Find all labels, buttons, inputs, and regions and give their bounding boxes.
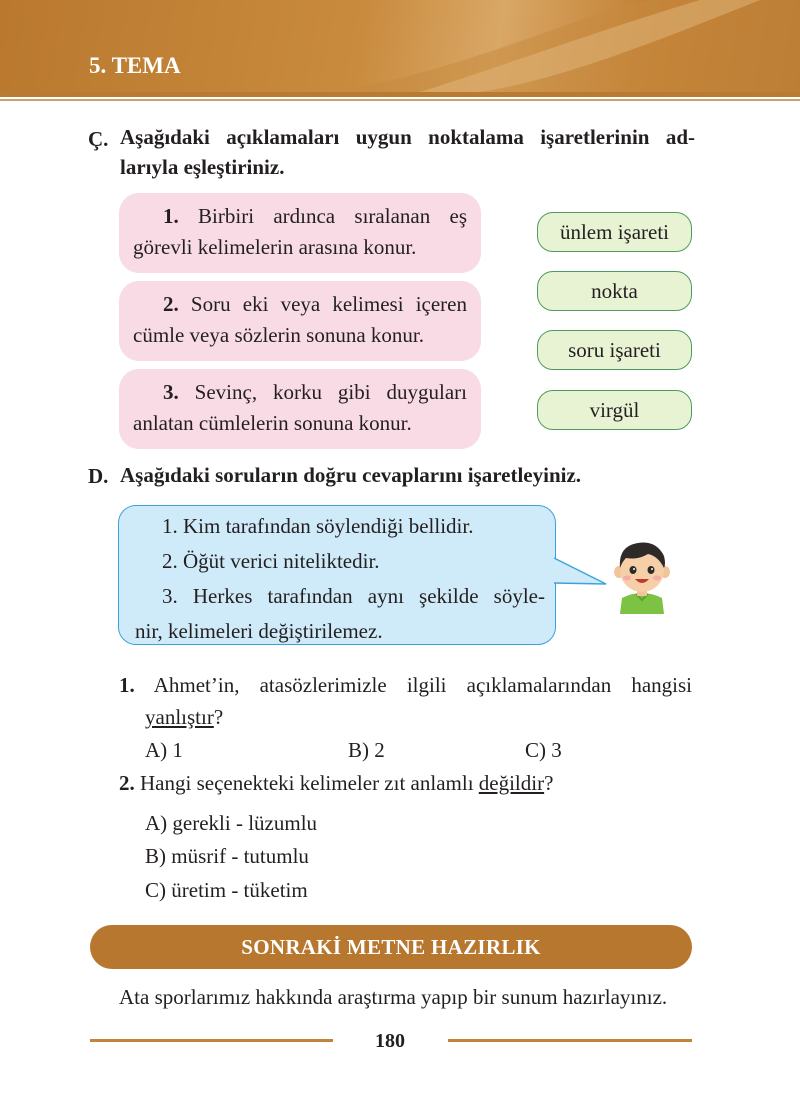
description-number: 3. [163, 380, 179, 404]
answer-choice[interactable]: A) gerekli - lüzumlu [145, 811, 318, 835]
page-number: 180 [375, 1030, 405, 1052]
bubble-line: 1. Kim tarafından söylendiği bellidir. [162, 514, 474, 538]
question-underlined-word: değildir [478, 771, 545, 795]
answer-choice[interactable]: C) üretim - tüketim [145, 878, 308, 902]
boy-illustration [612, 538, 672, 614]
section-c-instruction-line2: larıyla eşleştiriniz. [120, 155, 285, 179]
footer-line-left [90, 1039, 333, 1042]
question-mark: ? [213, 705, 224, 729]
description-number: 1. [163, 204, 179, 228]
option-box: soru işareti [537, 330, 692, 370]
section-c-instruction [120, 122, 695, 182]
bubble-line: nir, kelimeleri değiştirilemez. [135, 619, 383, 643]
question-2 [119, 771, 553, 796]
section-d-instruction: Aşağıdaki soruların doğru cevaplarını işaretleyiniz. [120, 463, 582, 487]
description-box-3 [119, 369, 481, 449]
next-text-instruction: Ata sporlarımız hakkında araştırma yapıp bir sunum hazırlayınız. [119, 985, 668, 1009]
header-stripe-thin [0, 99, 800, 101]
question-text: Hangi seçenekteki kelimeler zıt anlamlı [140, 771, 474, 795]
answer-choice[interactable]: B) müsrif - tutumlu [145, 844, 309, 868]
description-line: görevli kelimelerin arasına konur. [133, 235, 417, 259]
next-text-banner: SONRAKİ METNE HAZIRLIK [90, 925, 692, 969]
answer-choice[interactable]: B) 2 [348, 738, 385, 762]
answer-choice[interactable]: A) 1 [145, 738, 183, 762]
description-box-2 [119, 281, 481, 361]
description-line: cümle veya sözlerin sonuna konur. [133, 323, 425, 347]
question-number: 2. [119, 771, 135, 795]
question-1 [119, 669, 692, 733]
description-line: Birbiri ardınca sıralanan eş [198, 204, 468, 228]
bubble-line: 3. Herkes tarafından aynı şekilde söyle- [162, 584, 545, 608]
answer-choice[interactable]: C) 3 [525, 738, 562, 762]
section-c-instruction-line1: Aşağıdaki açıklamaları uygun noktalama işaretlerinin ad- [120, 125, 695, 149]
section-d-letter: D. [88, 464, 109, 488]
footer-line-right [448, 1039, 692, 1042]
bubble-line: 2. Öğüt verici niteliktedir. [162, 549, 380, 573]
description-line: Soru eki veya kelimesi içeren [190, 292, 467, 316]
question-number: 1. [119, 673, 135, 697]
description-box-1 [119, 193, 481, 273]
option-box: ünlem işareti [537, 212, 692, 252]
question-underlined-word: yanlıştır [145, 705, 214, 729]
theme-title: 5. TEMA [89, 53, 181, 78]
option-box: nokta [537, 271, 692, 311]
description-line: Sevinç, korku gibi duyguları [194, 380, 467, 404]
speech-bubble-tail [552, 556, 612, 590]
description-line: anlatan cümlelerin sonuna konur. [133, 411, 412, 435]
bubble-text [135, 509, 545, 649]
header-stripe [0, 92, 800, 97]
description-number: 2. [163, 292, 179, 316]
question-text: Ahmet’in, atasözlerimizle ilgili açıklamalarından hangisi [153, 673, 693, 697]
question-mark: ? [544, 771, 554, 795]
section-c-letter: Ç. [88, 127, 109, 151]
option-box: virgül [537, 390, 692, 430]
